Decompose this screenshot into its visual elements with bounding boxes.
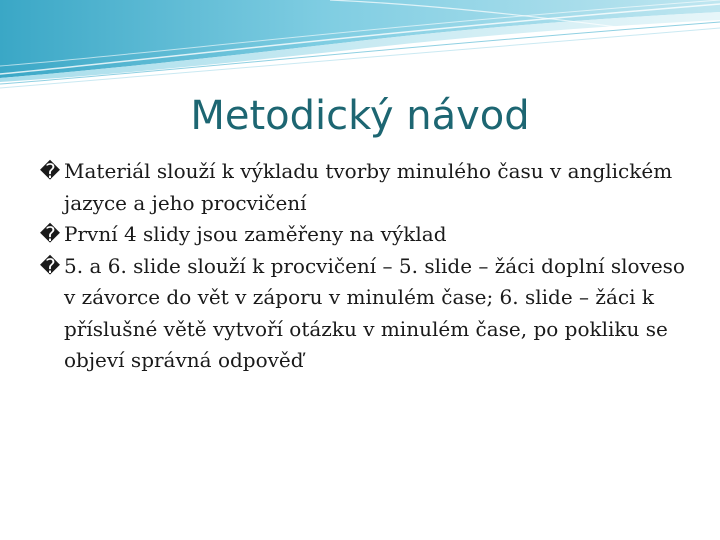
- bullet-text: Materiál slouží k výkladu tvorby minulého času v anglickém jazyce a jeho procvičení: [64, 159, 673, 215]
- bullet-list: [38, 156, 688, 377]
- bullet-text: 5. a 6. slide slouží k procvičení – 5. slide – žáci doplní sloveso v závorce do vět v záporu v minulém čase; 6. slide – žáci k příslušné větě vytvoří otázku v minulém čase, po pokliku se objeví správná odpověď: [64, 253, 685, 372]
- bullet-glyph: �: [39, 159, 61, 183]
- bullet-item-3: [38, 251, 688, 377]
- bullet-text: První 4 slidy jsou zaměřeny na výklad: [64, 222, 447, 246]
- wave-band-main: [0, 0, 720, 78]
- bullet-item-1: [38, 156, 688, 219]
- bullet-glyph: �: [39, 222, 61, 246]
- bullet-item-2: [38, 219, 688, 251]
- slide-title: Metodický návod: [190, 93, 530, 139]
- bullet-glyph: �: [39, 253, 61, 278]
- decorative-wave-header: [0, 0, 720, 95]
